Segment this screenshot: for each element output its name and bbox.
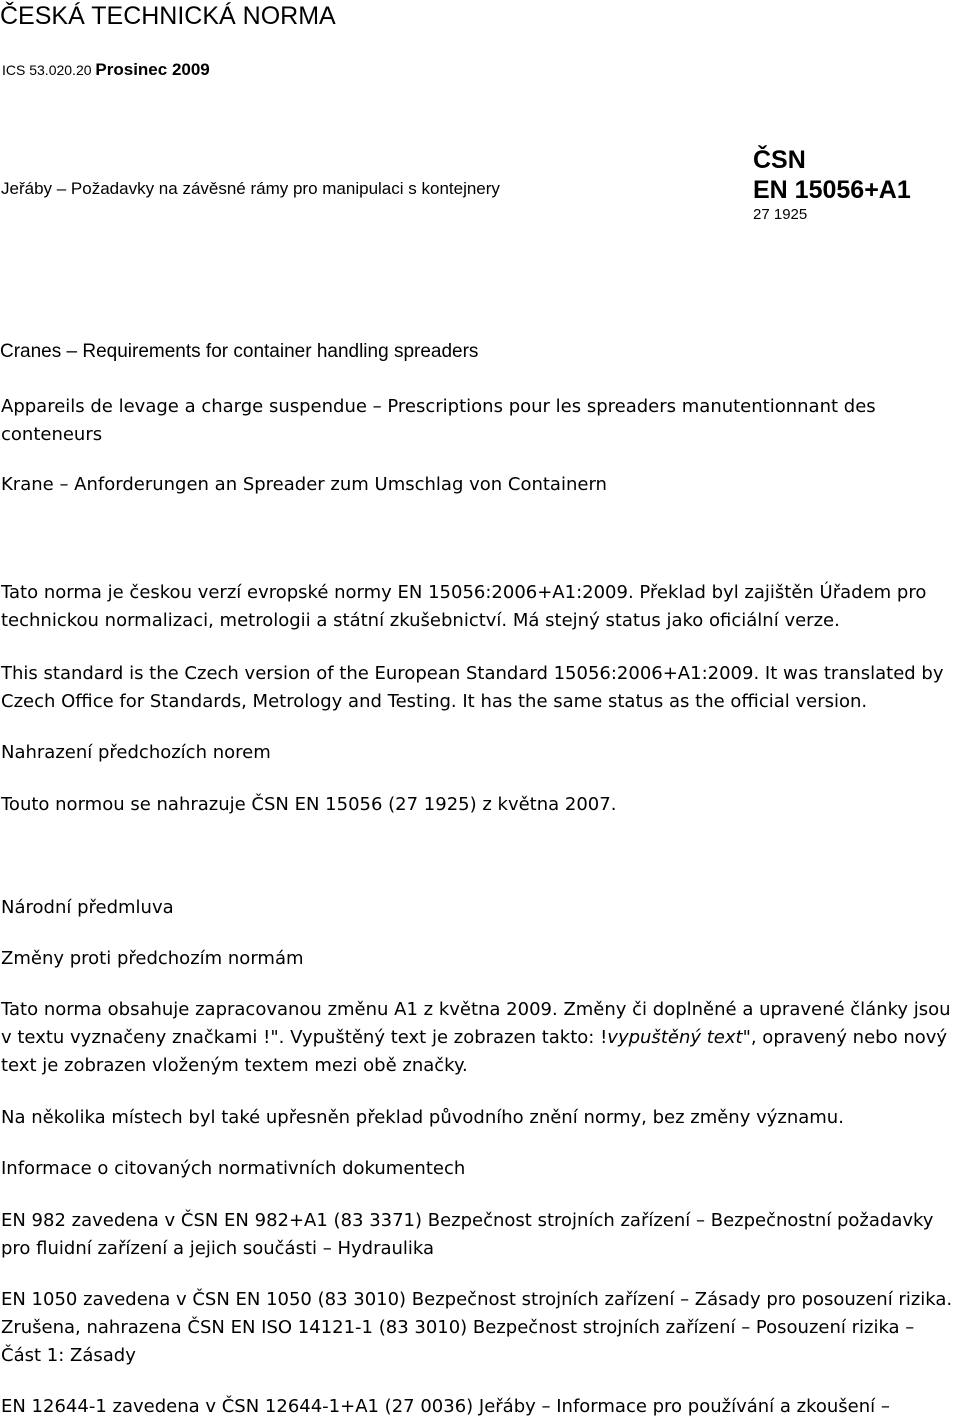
heading-changes: Změny proti předchozím normám	[1, 948, 304, 969]
classification-code: 27 1925	[753, 206, 808, 223]
deleted-text-example: vypuštěný text	[607, 1027, 743, 1048]
heading-replacement: Nahrazení předchozích norem	[1, 742, 271, 763]
heading-national-foreword: Národní předmluva	[1, 897, 174, 918]
title-czech: Jeřáby – Požadavky na závěsné rámy pro manipulaci s kontejnery	[1, 179, 500, 198]
translation-paragraph: Na několika místech byl také upřesněn překlad původního znění normy, bez změny významu.	[1, 1107, 844, 1128]
changes-paragraph	[1, 996, 959, 1080]
title-english: Cranes – Requirements for container handling spreaders	[0, 341, 479, 362]
title-german: Krane – Anforderungen an Spreader zum Umschlag von Containern	[1, 474, 607, 495]
issue-date: Prosinec 2009	[95, 60, 210, 79]
english-version-paragraph: This standard is the Czech version of the European Standard 15056:2006+A1:2009. It was translated by Czech Office for Standards, Metrology and Testing. It has the same status as the official version.	[1, 663, 944, 712]
czech-version-paragraph: Tato norma je českou verzí evropské normy EN 15056:2006+A1:2009. Překlad byl zajištěn Úřadem pro technickou normalizaci, metrologii a státní zkušebnictví. Má stejný status jako oficiální verze.	[1, 582, 927, 631]
ics-date-row	[2, 60, 210, 80]
changes-text-a: Tato norma obsahuje zapracovanou změnu A1 z května 2009. Změny či doplněné a upravené články jsou v textu vyznačeny značkami !". Vypuštěný text je zobrazen takto: !	[1, 999, 951, 1048]
standard-label: ČSN	[753, 146, 806, 174]
ics-code: ICS 53.020.20	[2, 62, 92, 78]
replacement-paragraph: Touto normou se nahrazuje ČSN EN 15056 (27 1925) z května 2007.	[1, 794, 617, 815]
standard-designation	[753, 146, 911, 225]
document-title: ČESKÁ TECHNICKÁ NORMA	[0, 2, 336, 30]
heading-cited-documents: Informace o citovaných normativních dokumentech	[1, 1158, 466, 1179]
reference-en1050: EN 1050 zavedena v ČSN EN 1050 (83 3010) Bezpečnost strojních zařízení – Zásady pro posouzení rizika. Zrušena, nahrazena ČSN EN ISO 14121-1 (83 3010) Bezpečnost strojních zařízení – Posouzení rizika – Část 1: Zásady	[1, 1289, 953, 1366]
reference-en12644: EN 12644-1 zavedena v ČSN 12644-1+A1 (27 0036) Jeřáby – Informace pro používání a zkoušení –	[1, 1396, 890, 1417]
reference-en982: EN 982 zavedena v ČSN EN 982+A1 (83 3371) Bezpečnost strojních zařízení – Bezpečnostní požadavky pro fluidní zařízení a jejich součásti – Hydraulika	[1, 1210, 934, 1259]
changes-text-b: ", opravený nebo nový text je zobrazen vloženým textem mezi obě značky.	[1, 1027, 948, 1076]
title-french: Appareils de levage a charge suspendue – Prescriptions pour les spreaders manutentionnant des conteneurs	[1, 396, 876, 445]
standard-number: EN 15056+A1	[753, 176, 911, 204]
